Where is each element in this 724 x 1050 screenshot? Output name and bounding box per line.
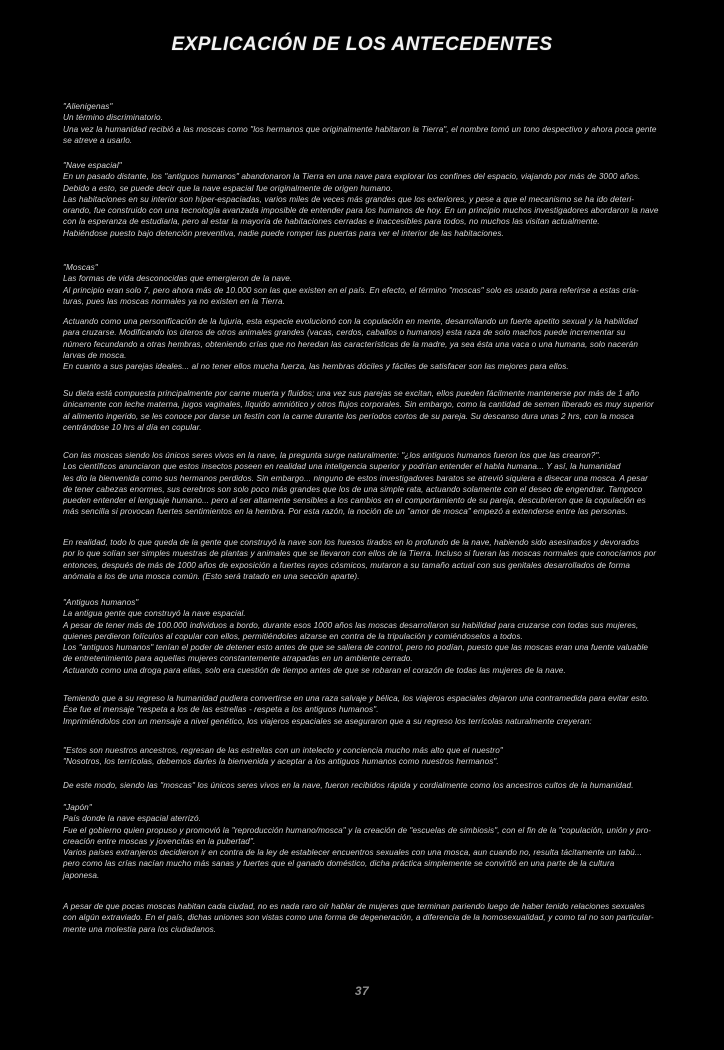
text-line: Las formas de vida desconocidas que emergieron de la nave.: [63, 274, 293, 284]
text-line: pero como las crías nacían mucho más sanas y fuertes que el ganado doméstico, dicha práctica simplemente se convirtió en una parte de la cultura: [63, 859, 615, 869]
paragraph-block: [63, 802, 663, 881]
text-line: larvas de mosca.: [63, 350, 127, 360]
text-line: Imprimiéndolos con un mensaje a nivel genético, los viajeros espaciales se aseguraron que a su regreso los terrícolas naturalmente creyeran:: [63, 716, 592, 726]
text-line: al alimento ingerido, se les conoce por darse un festín con la carne durante los períodos cortos de su pareja. Su descanso dura unas 2 hrs, con la mosca: [63, 411, 634, 421]
text-line: centrándose 10 hrs al día en copular.: [63, 422, 202, 432]
paragraph-block: [63, 262, 663, 307]
text-line: En un pasado distante, los "antiguos humanos" abandonaron la Tierra en una nave para explorar los confines del espacio, viajando por más de 3000 años.: [63, 172, 641, 182]
text-line: Debido a esto, se puede decir que la nave espacial fue originalmente de origen humano.: [63, 183, 393, 193]
text-line: Los científicos anunciaron que estos insectos poseen en realidad una inteligencia superior y podrían entender el habla humana... Y así, la humanidad: [63, 462, 621, 472]
text-line: Fue el gobierno quien propuso y promovió la "reproducción humano/mosca" y la creación de "escuelas de simbiosis", con el fin de la "copulación, unión y pro-: [63, 825, 652, 835]
text-line: para cruzarse. Modificando los úteros de otros animales grandes (vacas, cerdos, caballos o humanos) esta raza de solo machos puede incrementar su: [63, 328, 626, 338]
text-line: A pesar de tener más de 100.000 individuos a bordo, durante esos 1000 años las moscas desarrollaron su habilidad para cruzarse con todas sus mujeres,: [63, 620, 639, 630]
text-line: "Moscas": [63, 263, 98, 272]
paragraph-block: [63, 901, 663, 935]
text-line: "Alienigenas": [63, 102, 113, 111]
text-line: se atreve a usarlo.: [63, 135, 133, 145]
text-line: "Nosotros, los terrícolas, debemos darles la bienvenida y aceptar a los antiguos humanos como nuestros hermanos".: [63, 757, 499, 767]
text-line: A pesar de que pocas moscas habitan cada ciudad, no es nada raro oír hablar de mujeres que terminan pariendo luego de haber tenido relaciones sexuales: [63, 902, 645, 911]
paragraph-block: [63, 693, 663, 727]
paragraph-block: [63, 316, 663, 372]
text-line: con la esperanza de estudiarla, pero al estar la mayoría de habitaciones cerradas e inaccesibles para todos, no muchos las visitan actualmente.: [63, 217, 600, 227]
page-number: 37: [354, 984, 370, 998]
text-line: De este modo, siendo las "moscas" los únicos seres vivos en la nave, fueron recibidos rápida y cordialmente como los ancestros cultos de la humanidad.: [63, 781, 634, 790]
text-line: En cuanto a sus parejas ideales... al no tener ellos mucha fuerza, las hembras dóciles y fáciles de satisfacer son las mejores para ellos.: [63, 362, 569, 372]
text-line: "Estos son nuestros ancestros, regresan de las estrellas con un intelecto y conciencia mucho más alto que el nuestro": [63, 746, 503, 755]
text-line: La antigua gente que construyó la nave espacial.: [63, 609, 246, 619]
text-line: japonesa.: [63, 870, 100, 880]
text-line: entonces, después de más de 1000 años de exposición a fuertes rayos cósmicos, mutaron a su tamaño actual con sus genitales desarrollados de forma: [63, 560, 631, 570]
text-line: "Japón": [63, 803, 92, 812]
text-line: les dio la bienvenida como sus hermanos perdidos. Sin embargo... ninguno de estos investigadores baratos se atrevió siquiera a disecar una mosca. A pesar: [63, 473, 648, 483]
text-line: por lo que solían ser simples muestras de plantas y animales que se llevaron con ellos de la Tierra. Incluso si fueran las moscas normales que conocíamos por: [63, 549, 657, 559]
text-line: turas, pues las moscas normales ya no existen en la Tierra.: [63, 296, 285, 306]
text-line: Actuando como una droga para ellas, solo era cuestión de tiempo antes de que se robaran el corazón de todas las mujeres de la nave.: [63, 665, 566, 675]
text-line: con algún extraviado. En el país, dichas uniones son vistas como una forma de degeneración, a diferencia de la homosexualidad, y como tal no son particular-: [63, 913, 654, 923]
paragraph-block: [63, 450, 663, 518]
text-line: número fecundando a otras hembras, obteniendo crías que no heredan las características de la madre, ya sea ésta una vaca o una humana, solo nacerán: [63, 339, 638, 349]
text-line: Temiendo que a su regreso la humanidad pudiera convertirse en una raza salvaje y bélica, los viajeros espaciales dejaron una contramedida para evitar esto.: [63, 694, 650, 703]
text-line: En realidad, todo lo que queda de la gente que construyó la nave son los huesos tirados en lo profundo de la nave, habiendo sido asesinados y devorados: [63, 538, 640, 547]
paragraph-block: [63, 597, 663, 676]
text-line: Ése fue el mensaje "respeta a los de las estrellas - respeta a los antiguos humanos".: [63, 705, 379, 715]
text-line: quienes perdieron folículos al copular con ellos, permitiéndoles alzarse en contra de la tripulación y comiéndoselos a todos.: [63, 631, 523, 641]
text-line: mente una molestia para los ciudadanos.: [63, 924, 217, 934]
text-line: de tener cabezas enormes, sus cerebros son solo poco más grandes que los de una simple rata, actuando solamente con el deseo de engendrar. Tampoco: [63, 484, 643, 494]
text-line: Un término discriminatorio.: [63, 113, 164, 123]
paragraph-block: [63, 745, 663, 768]
text-line: Habiéndose puesto bajo detención preventiva, nadie puede romper las puertas para ver el interior de las habitaciones.: [63, 228, 504, 238]
paragraph-block: [63, 537, 663, 582]
text-line: orando, fue construido con una tecnología avanzada imposible de entender para los humanos de hoy. En un principio muchos investigadores abordaron la nave: [63, 206, 659, 216]
text-line: anómala a los de una mosca común. (Esto será tratado en una sección aparte).: [63, 571, 360, 581]
paragraph-block: [63, 388, 663, 433]
text-line: Varios países extranjeros decidieron ir en contra de la ley de establecer encuentros sexuales con una mosca, aun cuando no, resulta tácitamente un tabú...: [63, 848, 643, 858]
text-line: Actuando como una personificación de la lujuria, esta especie evolucionó con la copulación en mente, desarrollando un fuerte apetito sexual y la habilidad: [63, 317, 638, 326]
text-line: Su dieta está compuesta principalmente por carne muerta y fluidos; una vez sus parejas se excitan, ellos pueden fácilmente mantenerse por más de 1 año: [63, 389, 640, 398]
text-line: únicamente con leche materna, jugos vaginales, líquido amniótico y otros flujos corporales. Sin embargo, como la cantidad de semen liberado es muy superior: [63, 400, 654, 410]
text-line: Una vez la humanidad recibió a las moscas como "los hermanos que originalmente habitaron la Tierra", el nombre tomó un tono despectivo y ahora poca gente: [63, 124, 657, 134]
text-line: "Nave espacial": [63, 161, 122, 170]
text-line: pueden entender el lenguaje humano... pero al ser altamente sensibles a los cambios en el comportamiento de su pareja, descubrieron que la copulación es: [63, 496, 646, 506]
text-line: de entretenimiento para aquellas mujeres constantemente atrapadas en un ambiente cerrado.: [63, 654, 413, 664]
text-line: "Antiguos humanos": [63, 598, 139, 607]
paragraph-block: [63, 160, 663, 239]
text-line: creación entre moscas y jovencitas en la pubertad".: [63, 836, 256, 846]
paragraph-block: [63, 101, 663, 146]
text-line: País donde la nave espacial aterrizó.: [63, 814, 201, 824]
text-line: Las habitaciones en su interior son híper-espaciadas, varios miles de veces más grandes que los exteriores, y pese a que el mecanismo se ha ido deteri-: [63, 194, 635, 204]
paragraph-block: [63, 780, 663, 791]
text-line: más sencilla si provocan fuertes sentimientos en la hembra. Por esta razón, la noción de un "amor de mosca" empezó a extenderse entre las personas.: [63, 507, 628, 517]
text-line: Los "antiguos humanos" tenían el poder de detener esto antes de que se saliera de control, pero no podían, puesto que las moscas eran una fuente valuable: [63, 643, 649, 653]
text-line: Al principio eran solo 7, pero ahora más de 10.000 son las que existen en el país. En efecto, el término "moscas" solo es usado para referirse a estas cria-: [63, 285, 639, 295]
page-title: EXPLICACIÓN DE LOS ANTECEDENTES: [171, 34, 553, 55]
text-line: Con las moscas siendo los únicos seres vivos en la nave, la pregunta surge naturalmente: "¿los antiguos humanos fueron los que las crearon?".: [63, 451, 601, 460]
